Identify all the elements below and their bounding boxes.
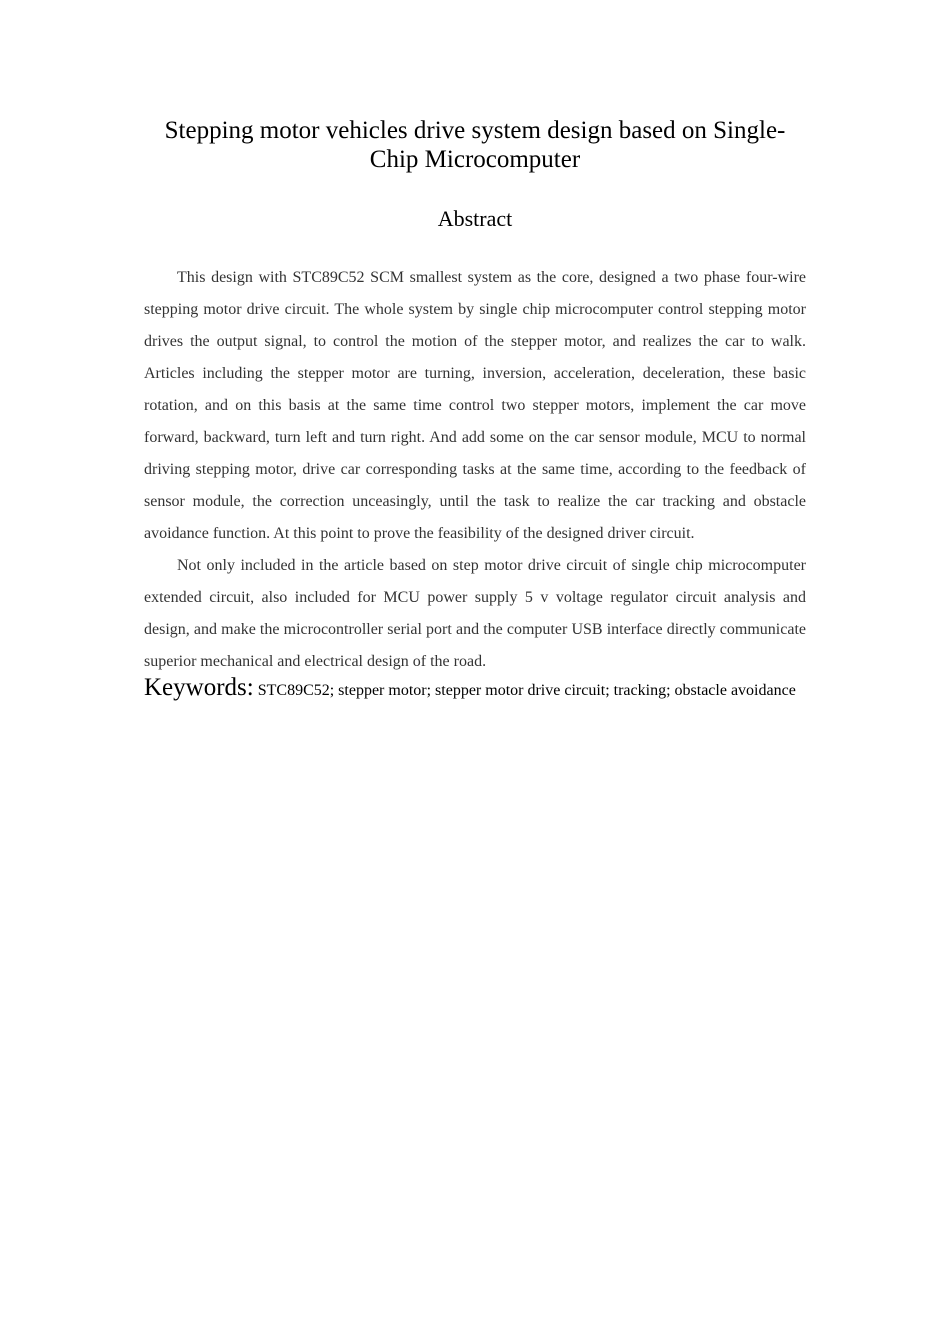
page-content — [144, 116, 806, 701]
abstract-paragraph-2: Not only included in the article based on step motor drive circuit of single chip microcomputer extended circuit, also included for MCU power supply 5 v voltage regulator circuit analysis and design, and make the microcontroller serial port and the computer USB interface directly communicate superior mechanical and electrical design of the road. — [144, 557, 806, 670]
abstract-paragraph-1: This design with STC89C52 SCM smallest system as the core, designed a two phase four-wire stepping motor drive circuit. The whole system by single chip microcomputer control stepping motor drives the output signal, to control the motion of the stepper motor, and realizes the car to walk. Articles including the stepper motor are turning, inversion, acceleration, deceleration, these basic rotation, and on this basis at the same time control two stepper motors, implement the car move forward, backward, turn left and turn right. And add some on the car sensor module, MCU to normal driving stepping motor, drive car corresponding tasks at the same time, according to the feedback of sensor module, the correction unceasingly, until the task to realize the car tracking and obstacle avoidance function. At this point to prove the feasibility of the designed driver circuit. — [144, 269, 806, 542]
document-title: Stepping motor vehicles drive system design based on Single-Chip Microcomputer — [164, 117, 786, 173]
keywords-line — [144, 674, 806, 701]
abstract-body — [144, 262, 806, 678]
keywords-text: STC89C52; stepper motor; stepper motor drive circuit; tracking; obstacle avoidance — [257, 682, 796, 699]
keywords-label: Keywords: — [144, 674, 254, 701]
abstract-heading: Abstract — [437, 206, 513, 231]
